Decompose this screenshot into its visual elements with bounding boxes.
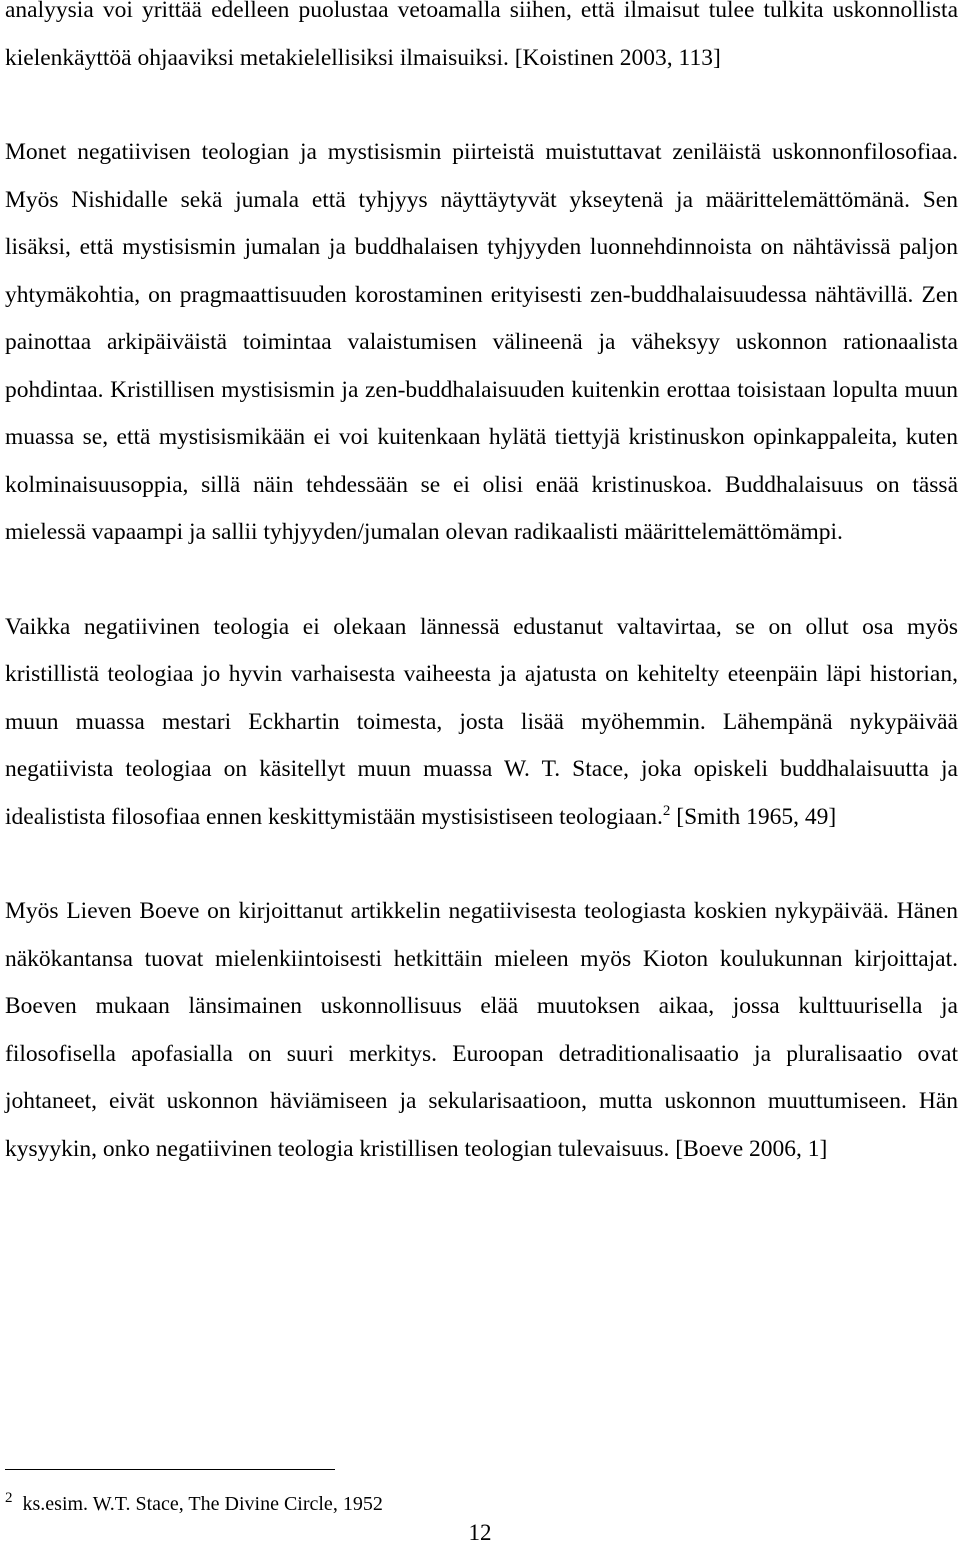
paragraph-text: Vaikka negatiivinen teologia ei olekaan lännessä edustanut valtavirtaa, se on ollut osa myös kristillistä teologiaa jo hyvin varhaisesta vaiheesta ja ajatusta on kehitelty eteenpäin läpi historian, muun muassa mestari Eckhartin toimesta, josta lisää myöhemmin. Lähempänä nykypäivää negatiivista teologiaa on käsitellyt muun muassa W. T. Stace, joka opiskeli buddhalaisuutta ja idealistista filosofiaa ennen keskittymistään mystisistiseen teologiaan. [5,613,958,830]
footnote-mark: 2 [5,1490,13,1506]
footnote-reference[interactable]: 2 [662,802,671,819]
paragraph-boeve: Myös Lieven Boeve on kirjoittanut artikkelin negatiivisesta teologiasta koskien nykypäivää. Hänen näkökantansa tuovat mielenkiintoisesti hetkittäin mieleen myös Kioton koulukunnan kirjoittajat. Boeven mukaan länsimainen uskonnollisuus elää muutoksen aikaa, jossa kulttuurisella ja filosofisella apofasialla on suuri merkitys. Euroopan detraditionalisaatio ja pluralisaatio ovat johtaneet, eivät uskonnon häviämiseen ja sekularisaatioon, mutta uskonnon muuttumiseen. Hän kysyykin, onko negatiivinen teologia kristillisen teologian tulevaisuus. [Boeve 2006, 1] [5,898,958,1162]
paragraph-negative-theology-history [5,604,958,842]
footnote [5,1484,383,1518]
footnote-divider [5,1469,335,1470]
paragraph-gap [5,557,958,604]
paragraph-gap [5,841,958,888]
page-number: 12 [468,1520,492,1545]
paragraph-koistinen: analyysia voi yrittää edelleen puolustaa vetoamalla siihen, että ilmaisut tulee tulkita uskonnollista kielenkäyttöä ohjaaviksi metakielellisiksi ilmaisuiksi. [Koistinen 2003, 113] [5,0,958,71]
document-page [5,0,958,1173]
citation-smith: [Smith 1965, 49] [670,803,837,830]
footnote-text: ks.esim. W.T. Stace, The Divine Circle, 1952 [22,1493,383,1515]
paragraph-gap [5,82,958,129]
paragraph-zen-mysticism: Monet negatiivisen teologian ja mystisismin piirteistä muistuttavat zeniläistä uskonnonfilosofiaa. Myös Nishidalle sekä jumala että tyhjyys näyttäytyvät ykseytenä ja määrittelemättömänä. Sen lisäksi, että mystisismin jumalan ja buddhalaisen tyhjyyden luonnehdinnoista on nähtävissä paljon yhtymäkohtia, on pragmaattisuuden korostaminen erityisesti zen-buddhalaisuudessa nähtävillä. Zen painottaa arkipäiväistä toimintaa valaistumisen välineenä ja väheksyy uskonnon rationaalista pohdintaa. Kristillisen mystisismin ja zen-buddhalaisuuden kuitenkin erottaa toisistaan lopulta muun muassa se, että mystisismikään ei voi kuitenkaan hylätä tiettyjä kristinuskon opinkappaleita, kuten kolminaisuusoppia, sillä näin tehdessään se ei olisi enää kristinuskoa. Buddhalaisuus on tässä mielessä vapaampi ja sallii tyhjyyden/jumalan olevan radikaalisti määrittelemättömämpi. [5,139,958,545]
